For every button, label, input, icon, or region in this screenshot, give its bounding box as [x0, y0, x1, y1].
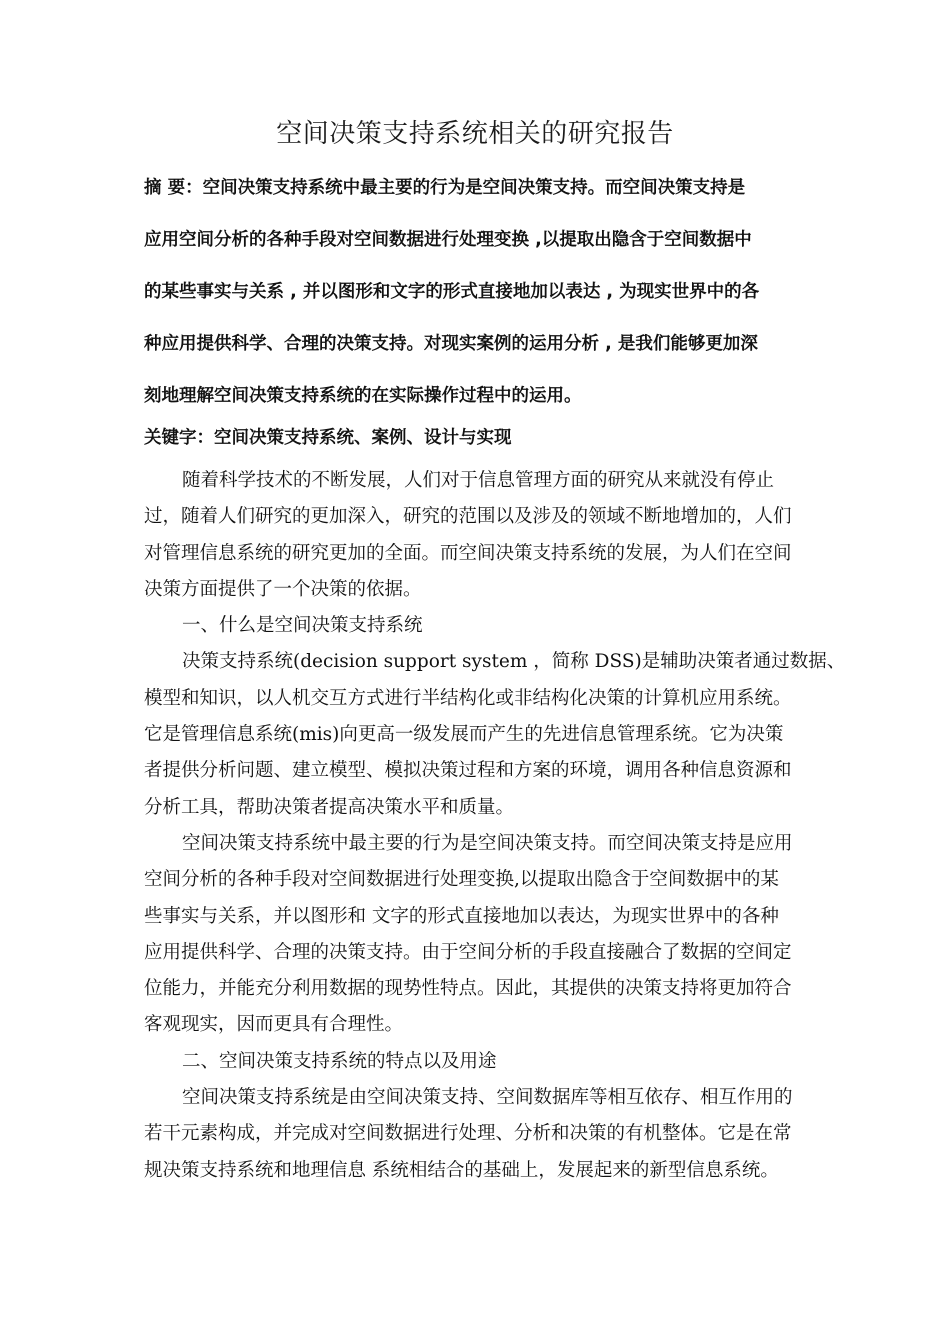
- paragraph-line: 若干元素构成，并完成对空间数据进行处理、分析和决策的有机整体。它是在常: [144, 1123, 792, 1145]
- paragraph-line: 随着科学技术的不断发展，人们对于信息管理方面的研究从来就没有停止: [182, 470, 775, 491]
- paragraph-line: 对管理信息系统的研究更加的全面。而空间决策支持系统的发展，为人们在空间: [144, 542, 792, 564]
- body-text: [144, 463, 846, 1189]
- abstract-line: 刻地理解空间决策支持系统的在实际操作过程中的运用。: [144, 386, 582, 406]
- paragraph-line: 空间分析的各种手段对空间数据进行处理变换,以提取出隐含于空间数据中的某: [144, 869, 779, 891]
- paragraph-line: 过，随着人们研究的更加深入，研究的范围以及涉及的领域不断地增加的，人们: [144, 506, 792, 528]
- paragraph-line: 些事实与关系，并以图形和 文字的形式直接地加以表达，为现实世界中的各种: [144, 905, 779, 927]
- paragraph-line: 应用提供科学、合理的决策支持。由于空间分析的手段直接融合了数据的空间定: [144, 941, 792, 963]
- keywords-line: 关键字：空间决策支持系统、案例、设计与实现: [144, 428, 512, 448]
- abstract-section: [144, 170, 812, 430]
- abstract-line: 种应用提供科学、合理的决策支持。对现实案例的运用分析 , 是我们能够更加深: [144, 334, 758, 354]
- paragraph-line: 模型和知识，以人机交互方式进行半结构化或非结构化决策的计算机应用系统。: [144, 687, 792, 709]
- paragraph-line: 位能力，并能充分利用数据的现势性特点。因此，其提供的决策支持将更加符合: [144, 978, 792, 1000]
- abstract-line: 应用空间分析的各种手段对空间数据进行处理变换 ,以提取出隐含于空间数据中: [144, 230, 752, 250]
- paragraph-line: 决策方面提供了一个决策的依据。: [144, 578, 422, 600]
- document-title: 空间决策支持系统相关的研究报告: [276, 119, 674, 149]
- paragraph-line: 分析工具，帮助决策者提高决策水平和质量。: [144, 796, 515, 818]
- paragraph-line: 决策支持系统(decision support system ，简称 DSS)是辅助决策者通过数据、: [182, 651, 846, 673]
- paragraph-line: 它是管理信息系统(mis)向更高一级发展而产生的先进信息管理系统。它为决策: [144, 724, 784, 746]
- paragraph-line: 规决策支持系统和地理信息 系统相结合的基础上，发展起来的新型信息系统。: [144, 1159, 779, 1181]
- paragraph-line: 者提供分析问题、建立模型、模拟决策过程和方案的环境，调用各种信息资源和: [144, 760, 792, 782]
- abstract-line: 的某些事实与关系 , 并以图形和文字的形式直接地加以表达 , 为现实世界中的各: [144, 282, 760, 302]
- paragraph-line: 客观现实，因而更具有合理性。: [144, 1014, 404, 1036]
- abstract-line: 摘 要：空间决策支持系统中最主要的行为是空间决策支持。而空间决策支持是: [144, 178, 746, 198]
- section-heading: 一、什么是空间决策支持系统: [182, 615, 423, 637]
- paragraph-line: 空间决策支持系统中最主要的行为是空间决策支持。而空间决策支持是应用: [182, 832, 793, 854]
- section-heading: 二、空间决策支持系统的特点以及用途: [182, 1050, 497, 1072]
- paragraph-line: 空间决策支持系统是由空间决策支持、空间数据库等相互依存、相互作用的: [182, 1087, 793, 1109]
